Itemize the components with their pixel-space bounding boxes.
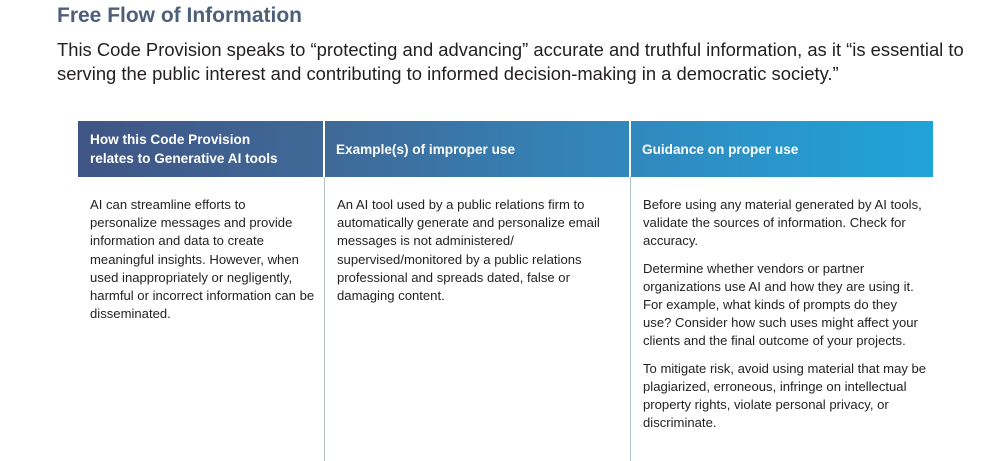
guidance-table — [78, 121, 933, 461]
column-divider — [324, 177, 325, 461]
header-guidance — [630, 121, 933, 177]
column-divider — [630, 177, 631, 461]
header-guidance-label: Guidance on proper use — [642, 141, 799, 157]
guidance-paragraph: Determine whether vendors or partner organizations use AI and how they are using it. For example, what kinds of prompts do they use? Consider how such uses might affect your clients and the final outcome of your projects. — [643, 260, 918, 349]
header-improper-use-label: Example(s) of improper use — [336, 141, 516, 157]
section-title: Free Flow of Information — [57, 4, 302, 27]
cell-guidance — [643, 196, 928, 441]
guidance-paragraph: To mitigate risk, avoid using material that may be plagiarized, erroneous, infringe on intellectual property rights, violate personal privacy, or discriminate. — [643, 360, 927, 431]
guidance-paragraph: Before using any material generated by AI tools, validate the sources of information. Check for accuracy. — [643, 197, 922, 249]
intro-paragraph: This Code Provision speaks to “protecting and advancing” accurate and truthful information, as it “is essential to serving the public interest and contributing to informed decision-making in a democratic society.” — [57, 39, 964, 84]
header-relates — [78, 121, 324, 177]
cell-improper-use: An AI tool used by a public relations firm to automatically generate and personalize email messages is not administered/ supervised/monitored by a public relations professional and spreads dated, false or damaging content. — [337, 197, 600, 304]
header-improper-use — [324, 121, 630, 177]
table-header-row — [78, 121, 933, 177]
header-relates-label: How this Code Provision relates to Generative AI tools — [90, 132, 278, 166]
cell-relates: AI can streamline efforts to personalize messages and provide information and data to create meaningful insights. However, when used inappropriately or negligently, harmful or incorrect information can be disseminated. — [90, 197, 315, 322]
